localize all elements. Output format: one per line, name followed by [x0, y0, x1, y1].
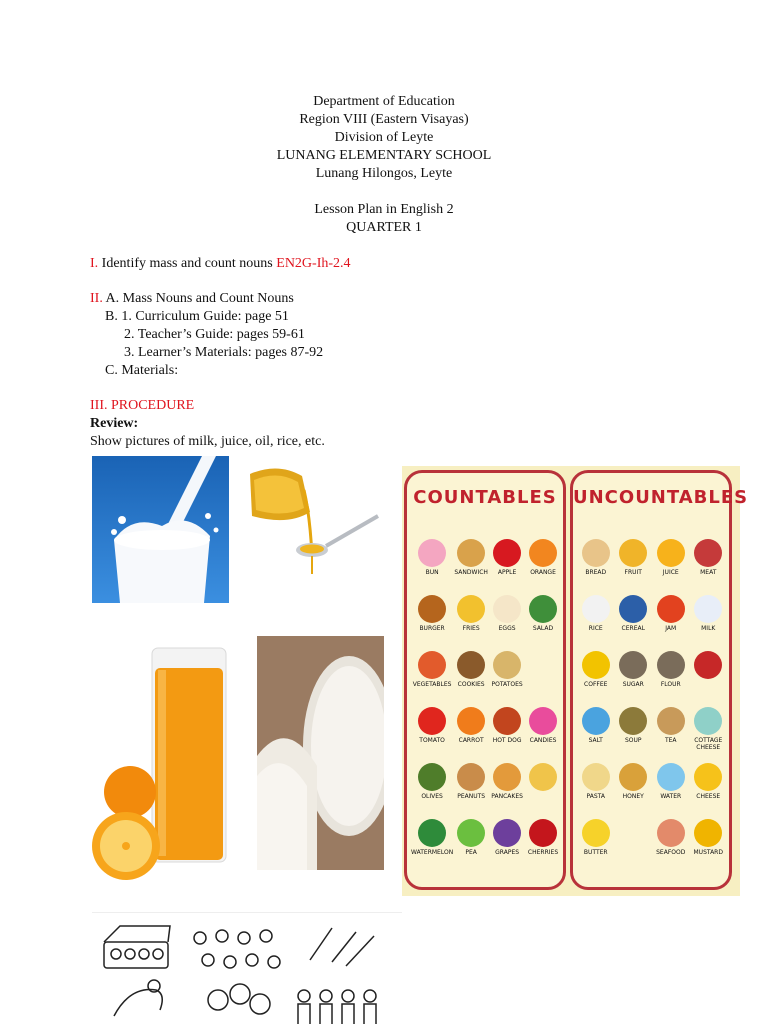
- countable-food-icon: [529, 707, 557, 735]
- countable-food-icon: [418, 595, 446, 623]
- countable-item: [525, 705, 561, 755]
- countable-item: [411, 761, 453, 811]
- countable-food-icon: [418, 539, 446, 567]
- uncountable-item-label: MUSTARD: [693, 849, 723, 856]
- uncountable-food-icon: [694, 595, 722, 623]
- countable-item: [411, 593, 453, 643]
- countable-item-label: CANDIES: [529, 737, 557, 744]
- countable-food-icon: [457, 707, 485, 735]
- uncountable-item: [690, 705, 728, 755]
- countable-item: [525, 817, 561, 867]
- countable-item-label: CHERRIES: [527, 849, 559, 856]
- school-name: LUNANG ELEMENTARY SCHOOL: [276, 148, 492, 163]
- countable-food-icon: [529, 819, 557, 847]
- countable-food-icon: [529, 595, 557, 623]
- content-a: A. Mass Nouns and Count Nouns: [102, 291, 294, 306]
- countable-item: [489, 761, 525, 811]
- region-name: Region VIII (Eastern Visayas): [299, 112, 469, 127]
- division-name: Division of Leyte: [334, 130, 434, 145]
- uncountable-food-icon: [582, 819, 610, 847]
- uncountable-food-icon: [657, 595, 685, 623]
- review-text: Show pictures of milk, juice, oil, rice, etc.: [90, 434, 325, 449]
- uncountable-item: [652, 705, 690, 755]
- countable-item-label: APPLE: [497, 569, 517, 576]
- uncountable-item-label: TEA: [664, 737, 677, 744]
- countable-item-label: BUN: [425, 569, 439, 576]
- countable-item: [411, 817, 453, 867]
- uncountable-item: [615, 593, 653, 643]
- uncountable-food-icon: [694, 539, 722, 567]
- countable-food-icon: [418, 763, 446, 791]
- uncountable-food-icon: [657, 539, 685, 567]
- uncountable-item: [577, 649, 615, 699]
- countable-item-label: PEA: [465, 849, 477, 856]
- uncountable-food-icon: [582, 651, 610, 679]
- uncountable-food-icon: [657, 651, 685, 679]
- uncountable-food-icon: [694, 819, 722, 847]
- uncountable-item-label: CHEESE: [696, 793, 721, 800]
- countable-item: [525, 537, 561, 587]
- countable-item: [453, 593, 489, 643]
- countable-item: [453, 537, 489, 587]
- uncountable-item-label: SALT: [588, 737, 603, 744]
- objective-number: I.: [90, 256, 99, 271]
- countable-food-icon: [457, 539, 485, 567]
- uncountables-title: UNCOUNTABLES: [573, 487, 749, 508]
- countables-chart: [402, 466, 749, 896]
- lesson-plan-title: Lesson Plan in English 2: [314, 202, 454, 217]
- countable-item: [489, 649, 525, 699]
- uncountable-item-label: MEAT: [700, 569, 717, 576]
- divider: [92, 912, 402, 913]
- countable-item: [489, 817, 525, 867]
- uncountable-food-icon: [694, 707, 722, 735]
- uncountable-item: [690, 649, 728, 699]
- countable-food-icon: [457, 763, 485, 791]
- countable-food-icon: [493, 819, 521, 847]
- milk-image: [92, 456, 229, 603]
- uncountable-item-label: SEAFOOD: [656, 849, 686, 856]
- countable-item-label: FRIES: [462, 625, 480, 632]
- uncountables-column: [570, 470, 749, 890]
- countable-food-icon: [418, 707, 446, 735]
- school-address: Lunang Hilongos, Leyte: [315, 166, 453, 181]
- countable-food-icon: [457, 819, 485, 847]
- uncountable-food-icon: [657, 707, 685, 735]
- countable-food-icon: [493, 595, 521, 623]
- uncountable-item: [577, 817, 615, 867]
- objective-code: EN2G-Ih-2.4: [276, 256, 351, 271]
- uncountable-item: [615, 761, 653, 811]
- countable-item: [453, 817, 489, 867]
- countable-food-icon: [457, 651, 485, 679]
- uncountable-item: [690, 537, 728, 587]
- uncountable-food-icon: [619, 707, 647, 735]
- countables-title: COUNTABLES: [413, 487, 557, 508]
- countable-item: [453, 649, 489, 699]
- uncountable-food-icon: [657, 819, 685, 847]
- countable-food-icon: [529, 539, 557, 567]
- uncountable-item: [652, 761, 690, 811]
- countable-item-label: OLIVES: [421, 793, 443, 800]
- uncountable-food-icon: [694, 763, 722, 791]
- countable-item-label: POTATOES: [491, 681, 523, 688]
- objective-text: Identify mass and count nouns: [98, 256, 277, 271]
- countable-item: [489, 537, 525, 587]
- uncountable-item-label: COTTAGE CHEESE: [694, 737, 723, 751]
- countable-item-label: GRAPES: [495, 849, 520, 856]
- uncountable-item-label: CEREAL: [621, 625, 645, 632]
- uncountable-item-label: MILK: [701, 625, 716, 632]
- countable-item-label: TOMATO: [419, 737, 445, 744]
- uncountable-food-icon: [657, 763, 685, 791]
- uncountable-item: [615, 817, 653, 867]
- content-number: II.: [90, 291, 103, 306]
- uncountable-item: [615, 537, 653, 587]
- uncountable-item: [690, 593, 728, 643]
- uncountable-item-label: FRUIT: [624, 569, 642, 576]
- uncountable-item: [577, 761, 615, 811]
- countable-item-label: WATERMELON: [411, 849, 454, 856]
- countable-item-label: COOKIES: [457, 681, 485, 688]
- uncountable-item: [652, 593, 690, 643]
- uncountable-food-icon: [619, 819, 647, 847]
- content-b2: 2. Teacher’s Guide: pages 59-61: [124, 327, 305, 342]
- countables-column: [404, 470, 566, 890]
- countable-item-label: ORANGE: [530, 569, 556, 576]
- uncountable-item-label: BREAD: [585, 569, 607, 576]
- countable-item: [489, 593, 525, 643]
- countable-item-label: CARROT: [458, 737, 484, 744]
- uncountable-item-label: SUGAR: [622, 681, 644, 688]
- uncountable-item-label: BUTTER: [583, 849, 608, 856]
- uncountable-food-icon: [694, 651, 722, 679]
- countable-item-label: SANDWICH: [454, 569, 488, 576]
- juice-image: [92, 642, 234, 894]
- uncountable-food-icon: [619, 651, 647, 679]
- objective-line: [90, 255, 351, 273]
- uncountables-grid: [577, 537, 727, 867]
- uncountable-item: [577, 537, 615, 587]
- uncountable-item: [690, 761, 728, 811]
- uncountable-food-icon: [582, 763, 610, 791]
- quarter-label: QUARTER 1: [346, 220, 422, 235]
- countable-food-icon: [493, 707, 521, 735]
- uncountable-item: [652, 649, 690, 699]
- countable-item-label: PANCAKES: [491, 793, 523, 800]
- uncountable-item: [652, 817, 690, 867]
- countable-food-icon: [418, 819, 446, 847]
- uncountable-item: [615, 705, 653, 755]
- countable-food-icon: [529, 763, 557, 791]
- uncountable-item: [690, 817, 728, 867]
- uncountable-item-label: COFFEE: [584, 681, 608, 688]
- countable-food-icon: [529, 651, 557, 679]
- countable-food-icon: [457, 595, 485, 623]
- content-c: C. Materials:: [105, 363, 179, 378]
- countable-item: [525, 649, 561, 699]
- content-b1: B. 1. Curriculum Guide: page 51: [105, 309, 289, 324]
- dept-name: Department of Education: [313, 94, 455, 109]
- countable-item-label: PEANUTS: [457, 793, 486, 800]
- countable-item-label: HOT DOG: [492, 737, 522, 744]
- uncountable-food-icon: [619, 539, 647, 567]
- uncountable-food-icon: [619, 595, 647, 623]
- content-b3: 3. Learner’s Materials: pages 87-92: [124, 345, 324, 360]
- uncountable-item-label: HONEY: [622, 793, 644, 800]
- uncountable-item-label: PASTA: [586, 793, 605, 800]
- uncountable-item: [577, 593, 615, 643]
- countable-item-label: BURGER: [419, 625, 445, 632]
- review-label: Review:: [90, 416, 139, 431]
- countable-item-label: VEGETABLES: [412, 681, 452, 688]
- countable-food-icon: [418, 651, 446, 679]
- countable-item: [411, 649, 453, 699]
- uncountable-item-label: JAM: [665, 625, 677, 632]
- countable-item: [489, 705, 525, 755]
- uncountable-item-label: JUICE: [662, 569, 679, 576]
- countable-item-label: EGGS: [498, 625, 516, 632]
- uncountable-item-label: SOUP: [624, 737, 642, 744]
- countable-item: [453, 761, 489, 811]
- uncountable-food-icon: [619, 763, 647, 791]
- countable-food-icon: [493, 763, 521, 791]
- uncountable-item-label: RICE: [588, 625, 603, 632]
- countables-grid: [411, 537, 561, 867]
- uncountable-food-icon: [582, 707, 610, 735]
- content-line-a: [90, 290, 294, 308]
- document-header: [0, 93, 768, 237]
- countable-food-icon: [493, 539, 521, 567]
- uncountable-item-label: WATER: [660, 793, 682, 800]
- countable-item: [525, 761, 561, 811]
- countable-item-label: SALAD: [532, 625, 554, 632]
- uncountable-food-icon: [582, 539, 610, 567]
- procedure-title: III. PROCEDURE: [90, 398, 195, 413]
- uncountable-item: [615, 649, 653, 699]
- oil-image: [248, 456, 380, 586]
- countable-item: [411, 537, 453, 587]
- countable-food-icon: [493, 651, 521, 679]
- countable-item: [453, 705, 489, 755]
- uncountable-food-icon: [582, 595, 610, 623]
- countable-item: [411, 705, 453, 755]
- uncountable-item: [652, 537, 690, 587]
- uncountable-item-label: FLOUR: [660, 681, 681, 688]
- countable-item: [525, 593, 561, 643]
- clipart-row: [100, 920, 390, 1024]
- rice-image: [257, 636, 384, 870]
- uncountable-item: [577, 705, 615, 755]
